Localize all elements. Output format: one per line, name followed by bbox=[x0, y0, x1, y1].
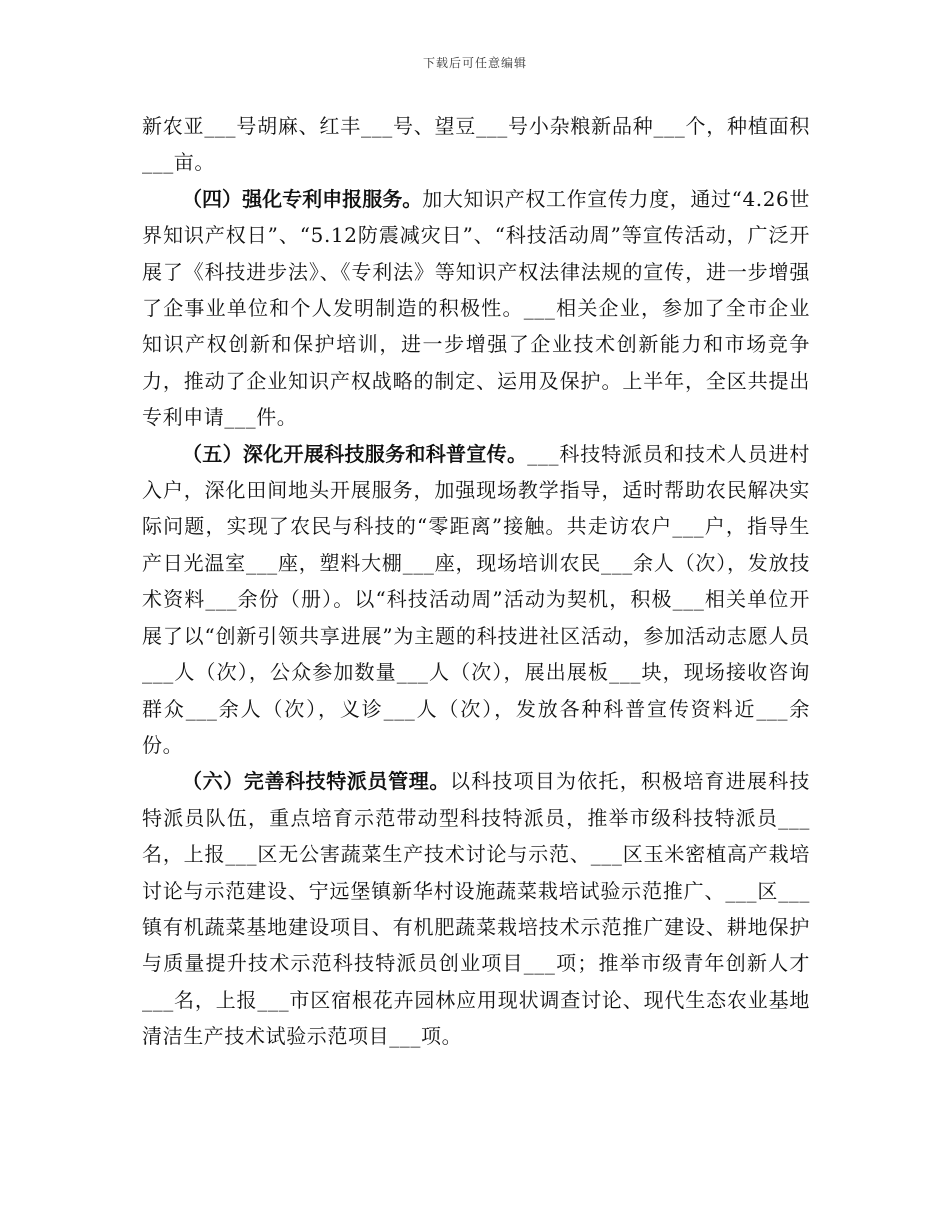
paragraph-continuation bbox=[142, 108, 810, 181]
section-heading: （四）强化专利申报服务。 bbox=[182, 186, 423, 211]
section-heading: （六）完善科技特派员管理。 bbox=[182, 769, 450, 794]
paragraph-text: 以科技项目为依托，积极培育进展科技特派员队伍，重点培育示范带动型科技特派员，推举市级科技特派员___名，上报___区无公害蔬菜生产技术讨论与示范、___区玉米密植高产栽培讨论与示范建设、宁远堡镇新华村设施蔬菜栽培试验示范推广、___区___镇有机蔬菜基地建设项目、有机肥蔬菜栽培技术示范推广建设、耕地保护与质量提升技术示范科技特派员创业项目___项；推举市级青年创新人才___名，上报___市区宿根花卉园林应用现状调查讨论、现代生态农业基地清洁生产技术试验示范项目___项。 bbox=[142, 769, 811, 1049]
paragraph-specialist-management bbox=[142, 763, 810, 1054]
paragraph-text: 新农亚___号胡麻、红丰___号、望豆___号小杂粮新品种___个，种植面积___亩。 bbox=[142, 114, 810, 175]
page-header-note: 下载后可任意编辑 bbox=[422, 56, 527, 70]
document-body bbox=[142, 108, 810, 1055]
paragraph-patent-service bbox=[142, 181, 810, 436]
paragraph-text: ___科技特派员和技术人员进村入户，深化田间地头开展服务，加强现场教学指导，适时帮助农民解决实际问题，实现了农民与科技的“零距离”接触。共走访农户___户，指导生产日光温室___座，塑料大棚___座，现场培训农民___余人（次），发放技术资料___余份（册）。以“科技活动周”活动为契机，积极___相关单位开展了以“创新引领共享进展”为主题的科技进社区活动，参加活动志愿人员___人（次），公众参加数量___人（次），展出展板___块，现场接收咨询群众___余人（次），义诊___人（次），发放各种科普宣传资料近___余份。 bbox=[142, 441, 811, 757]
paragraph-text: 加大知识产权工作宣传力度，通过“4.26世界知识产权日”、“5.12防震减灾日”、“科技活动周”等宣传活动，广泛开展了《科技进步法》、《专利法》等知识产权法律法规的宣传，进一步增强了企事业单位和个人发明制造的积极性。___相关企业，参加了全市企业知识产权创新和保护培训，进一步增强了企业技术创新能力和市场竞争力，推动了企业知识产权战略的制定、运用及保护。上半年，全区共提出专利申请___件。 bbox=[142, 186, 811, 430]
section-heading: （五）深化开展科技服务和科普宣传。 bbox=[182, 441, 528, 466]
paragraph-science-outreach bbox=[142, 436, 810, 764]
